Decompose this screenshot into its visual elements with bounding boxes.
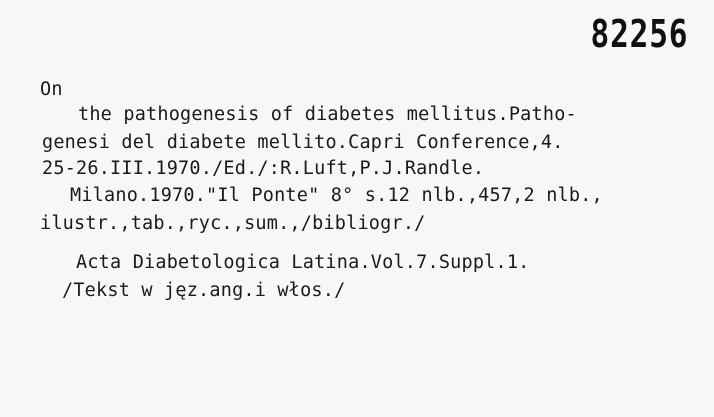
text-line-3: genesi del diabete mellito.Capri Conference,4. [42, 132, 564, 153]
text-line-5: Milano.1970."Il Ponte" 8° s.12 nlb.,457,2 nlb., [70, 185, 603, 206]
text-line-6: ilustr.,tab.,ryc.,sum.,/bibliogr./ [40, 213, 426, 234]
card-number: 82256 [590, 12, 688, 56]
text-line-1: On [40, 79, 63, 100]
text-line-8: /Tekst w jęz.ang.i włos./ [62, 280, 346, 301]
text-line-2: the pathogenesis of diabetes mellitus.Patho- [78, 104, 577, 125]
text-line-4: 25-26.III.1970./Ed./:R.Luft,P.J.Randle. [42, 158, 485, 179]
text-line-7: Acta Diabetologica Latina.Vol.7.Suppl.1. [76, 252, 530, 273]
